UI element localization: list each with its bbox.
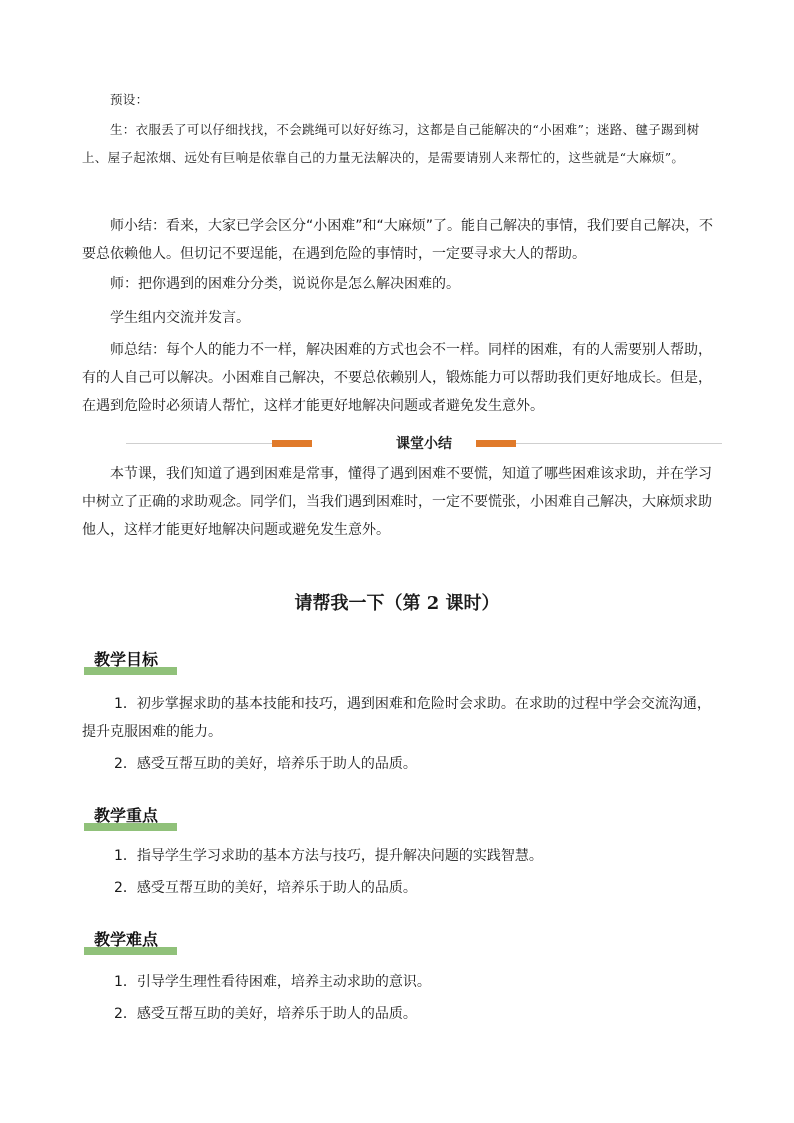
- summary-divider: [126, 432, 722, 456]
- group-talk: 学生组内交流并发言。: [110, 310, 250, 326]
- divider-line-right: [516, 443, 722, 444]
- difficulty-item-1: 1．引导学生理性看待困难，培养主动求助的意识。: [114, 974, 431, 990]
- teacher-summary: 师小结：看来，大家已学会区分“小困难”和“大麻烦”了。能自己解决的事情，我们要自己解决，不要总依赖他人。但切记不要逞能，在遇到危险的事情时，一定要寻求大人的帮助。: [82, 218, 714, 262]
- teacher-conclusion: 师总结：每个人的能力不一样，解决困难的方式也会不一样。同样的困难，有的人需要别人帮助，有的人自己可以解决。小困难自己解决，不要总依赖别人，锻炼能力可以帮助我们更好地成长。但是，在遇到危险时必须请人帮忙，这样才能更好地解决问题或者避免发生意外。: [82, 342, 712, 414]
- section-heading-objectives: [84, 646, 180, 676]
- divider-bar-right: [476, 440, 516, 447]
- divider-bar-left: [272, 440, 312, 447]
- key-point-item-2: 2．感受互帮互助的美好，培养乐于助人的品质。: [114, 880, 417, 896]
- student-answer: 生：衣服丢了可以仔细找找，不会跳绳可以好好练习，这都是自己能解决的“小困难”；迷路、毽子踢到树上、屋子起浓烟、远处有巨响是依靠自己的力量无法解决的，是需要请别人来帮忙的，这些就是“大麻烦”。: [82, 122, 700, 165]
- divider-line-left: [126, 443, 272, 444]
- key-point-item-1: 1．指导学生学习求助的基本方法与技巧，提升解决问题的实践智慧。: [114, 848, 543, 864]
- summary-heading: 课堂小结: [396, 436, 452, 452]
- section-heading-key-points: [84, 802, 180, 832]
- section-heading-text: 教学重点: [94, 806, 159, 825]
- objective-item-1: 1．初步掌握求助的基本技能和技巧，遇到困难和危险时会求助。在求助的过程中学会交流沟通，提升克服困难的能力。: [82, 696, 711, 740]
- lesson-title: 请帮我一下（第 2 课时）: [294, 593, 500, 614]
- objective-item-2: 2．感受互帮互助的美好，培养乐于助人的品质。: [114, 756, 417, 772]
- teacher-task: 师：把你遇到的困难分分类，说说你是怎么解决困难的。: [110, 276, 460, 292]
- section-heading-text: 教学目标: [94, 650, 159, 669]
- difficulty-item-2: 2．感受互帮互助的美好，培养乐于助人的品质。: [114, 1006, 417, 1022]
- section-heading-text: 教学难点: [94, 930, 159, 949]
- section-heading-difficulties: [84, 926, 180, 956]
- preset-label: 预设：: [110, 92, 149, 107]
- summary-text: 本节课，我们知道了遇到困难是常事，懂得了遇到困难不要慌，知道了哪些困难该求助，并在学习中树立了正确的求助观念。同学们，当我们遇到困难时，一定不要慌张，小困难自己解决，大麻烦求助他人，这样才能更好地解决问题或避免发生意外。: [82, 466, 712, 538]
